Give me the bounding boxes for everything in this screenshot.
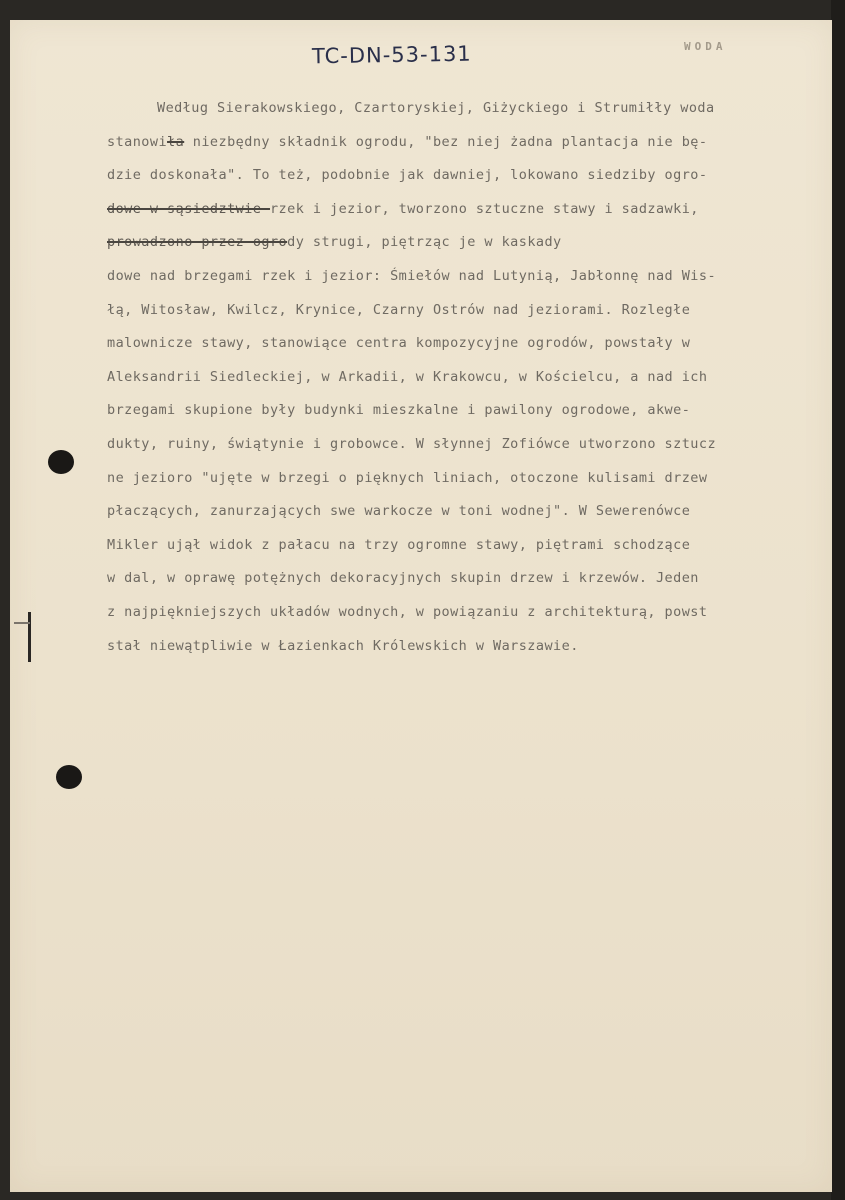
text-line: z najpiękniejszych układów wodnych, w powiązaniu z architekturą, powst — [107, 603, 708, 620]
punch-hole — [56, 765, 82, 789]
text-line: malownicze stawy, stanowiące centra kompozycyjne ogrodów, powstały w — [107, 335, 691, 352]
margin-mark — [28, 612, 31, 662]
struck-out-text: prowadzono przez ogro — [107, 234, 288, 251]
typed-body-text — [107, 92, 827, 663]
scanner-edge — [831, 0, 845, 1200]
text-line — [107, 126, 827, 160]
text-line — [107, 193, 827, 227]
archive-signature: TC-DN-53-131 — [311, 41, 472, 69]
text-line: stał niewątpliwie w Łazienkach Królewskich w Warszawie. — [107, 637, 579, 654]
text-line: brzegami skupione były budynki mieszkalne i pawilony ogrodowe, akwe- — [107, 402, 691, 419]
punch-hole — [48, 450, 74, 474]
line-text: dy strugi, piętrząc je w kaskady — [287, 234, 562, 251]
text-line: dzie doskonała". To też, podobnie jak dawniej, lokowano siedziby ogro- — [107, 167, 708, 184]
text-line: Aleksandrii Siedleckiej, w Arkadii, w Krakowcu, w Kościelcu, a nad ich — [107, 368, 708, 385]
line-text: stanowi — [107, 133, 168, 150]
text-line: w dal, w oprawę potężnych dekoracyjnych skupin drzew i krzewów. Jeden — [107, 570, 699, 587]
text-line: Według Sierakowskiego, Czartoryskiej, Giżyckiego i Strumiłły woda — [157, 100, 715, 116]
text-line — [107, 226, 827, 260]
text-line: ne jezioro "ujęte w brzegi o pięknych liniach, otoczone kulisami drzew — [107, 469, 708, 486]
margin-tick — [14, 622, 30, 624]
text-line: płaczących, zanurzających swe warkocze w toni wodnej". W Sewerenówce — [107, 503, 691, 520]
text-line: Mikler ujął widok z pałacu na trzy ogromne stawy, piętrami schodzące — [107, 536, 691, 553]
line-text: rzek i jezior, tworzono sztuczne stawy i sadzawki, — [269, 200, 699, 217]
struck-out-text: ła — [167, 133, 185, 150]
document-heading: WODA — [684, 40, 727, 53]
line-text: niezbędny składnik ogrodu, "bez niej żadna plantacja nie bę- — [184, 133, 708, 150]
text-line: dukty, ruiny, świątynie i grobowce. W słynnej Zofiówce utworzono sztucz — [107, 435, 717, 452]
struck-out-text: dowe w sąsiedztwie — [107, 200, 270, 217]
text-line: łą, Witosław, Kwilcz, Krynice, Czarny Ostrów nad jeziorami. Rozległe — [107, 301, 691, 318]
text-line: dowe nad brzegami rzek i jezior: Śmiełów nad Lutynią, Jabłonnę nad Wis- — [107, 267, 717, 284]
